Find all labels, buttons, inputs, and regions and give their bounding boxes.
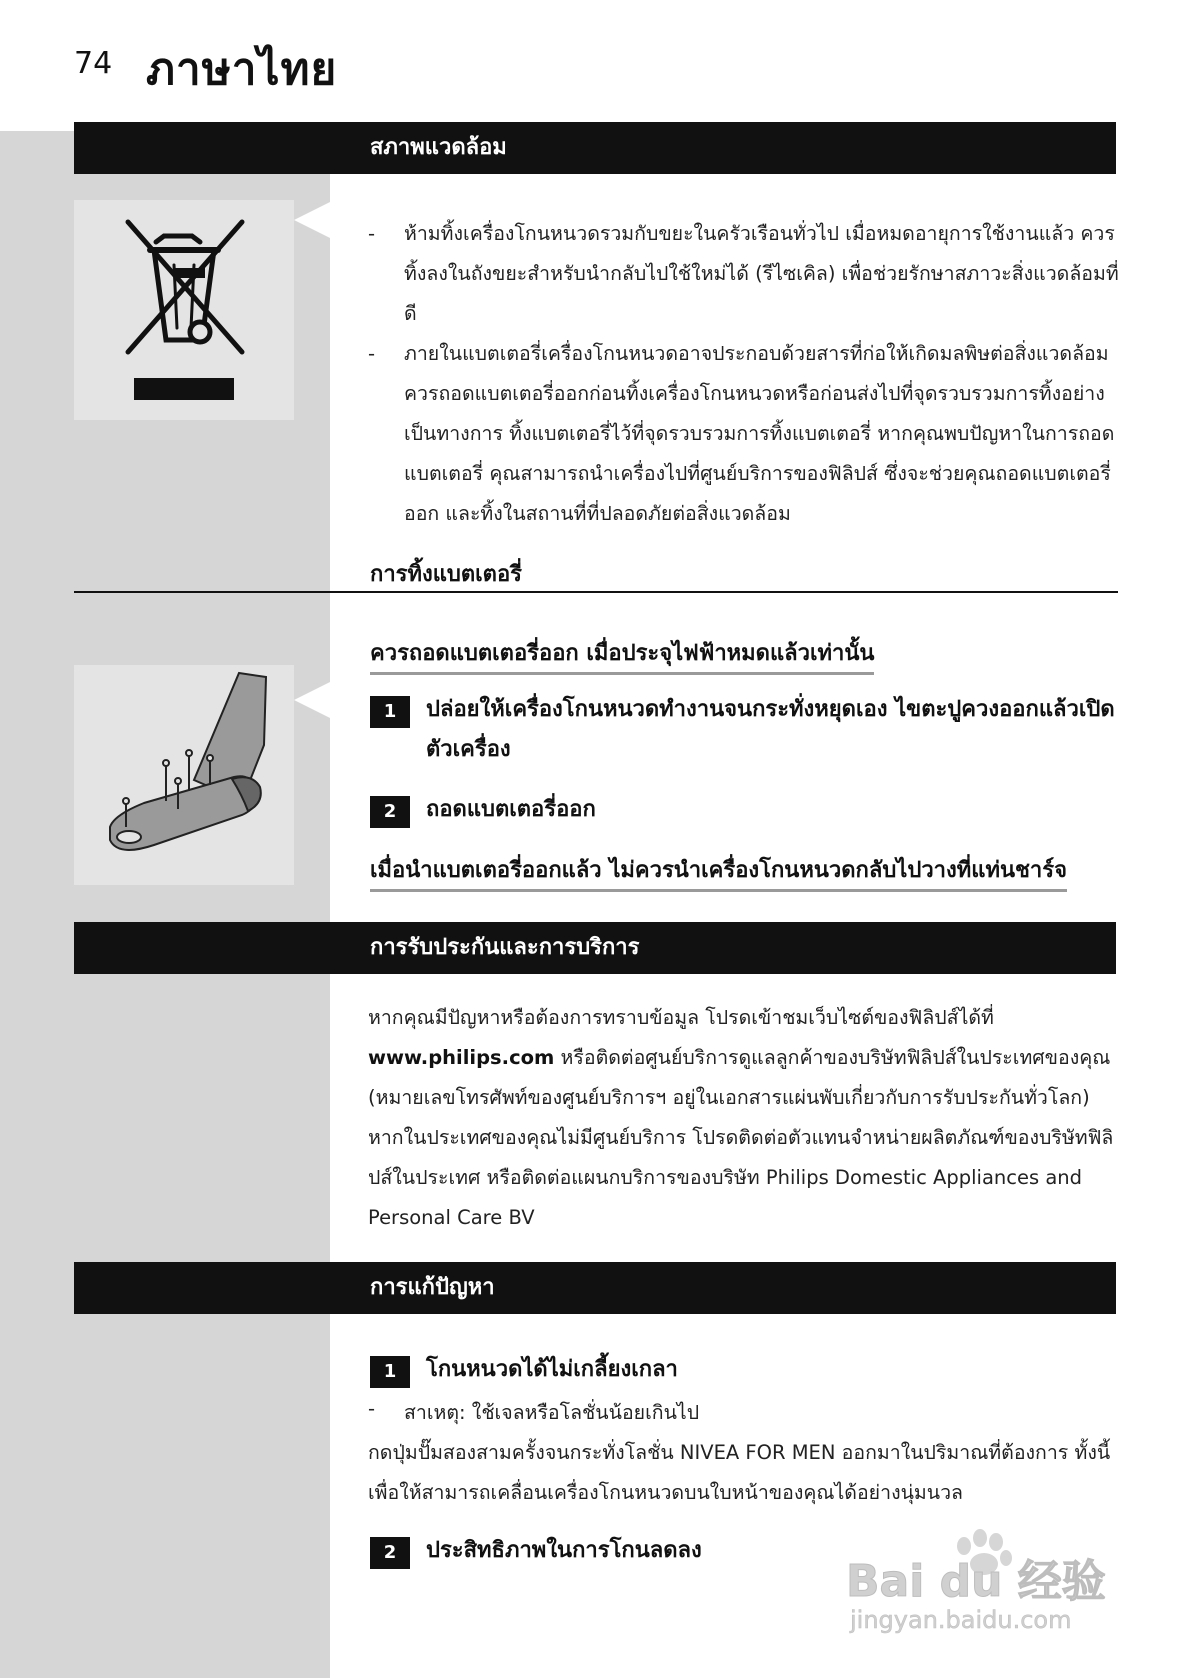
step-text: ปล่อยให้เครื่องโกนหนวดทำงานจนกระทั่งหยุดเอง ไขตะปูควงออกแล้วเปิดตัวเครื่อง	[426, 697, 1115, 762]
baidu-watermark	[846, 1524, 1146, 1634]
battery-intro: ควรถอดแบตเตอรี่ออก เมื่อประจุไฟฟ้าหมดแล้วเท่านั้น	[370, 635, 874, 675]
bullet-item: - ห้ามทิ้งเครื่องโกนหนวดรวมกับขยะในครัวเรือนทั่วไป เมื่อหมดอายุการใช้งานแล้ว ควรทิ้งลงในถังขยะสำหรับนำกลับไปใช้ใหม่ได้ (รีไซเคิล) เพื่อช่วยรักษาสภาวะสิ่งแวดล้อมที่ดี	[368, 214, 1120, 334]
trouble-step-1	[370, 1350, 1122, 1390]
step-text: ถอดแบตเตอรี่ออก	[426, 797, 596, 822]
step-number-badge: 2	[370, 796, 410, 828]
environment-bullet-list	[368, 214, 1120, 534]
page-number: 74	[74, 46, 113, 81]
section-heading-guarantee: การรับประกันและการบริการ	[74, 922, 1116, 974]
watermark-logo-text: Bai du 经验	[846, 1556, 1106, 1607]
step-number-badge: 2	[370, 1537, 410, 1569]
trouble-remedy: กดปุ่มปั๊มสองสามครั้งจนกระทั่งโลชั่น NIVEA FOR MEN ออกมาในปริมาณที่ต้องการ ทั้งนี้เพื่อให้สามารถเคลื่อนเครื่องโกนหนวดบนใบหน้าของคุณได้อย่างนุ่มนวล	[368, 1441, 1111, 1504]
paw-logo-icon	[846, 1524, 1146, 1634]
shaver-screws-figure	[74, 665, 294, 885]
step-text: โกนหนวดได้ไม่เกลี้ยงเกลา	[426, 1357, 678, 1382]
battery-warning: เมื่อนำแบตเตอรี่ออกแล้ว ไม่ควรนำเครื่องโกนหนวดกลับไปวางที่แท่นชาร์จ	[370, 852, 1067, 892]
section-heading-troubleshooting: การแก้ปัญหา	[74, 1262, 1116, 1314]
section-heading-environment: สภาพแวดล้อม	[74, 122, 1116, 174]
crossed-bin-icon	[74, 200, 294, 420]
weee-symbol-figure	[74, 200, 294, 420]
guarantee-text-1: หากคุณมีปัญหาหรือต้องการทราบข้อมูล โปรดเข้าชมเว็บไซต์ของฟิลิปส์ได้ที่	[368, 1006, 994, 1029]
battery-step-1	[370, 690, 1122, 770]
shaver-open-icon	[74, 665, 294, 885]
divider	[74, 591, 1118, 593]
philips-website-link[interactable]: www.philips.com	[368, 1046, 555, 1069]
trouble-cause: - สาเหตุ: ใช้เจลหรือโลชั่นน้อยเกินไป	[368, 1397, 699, 1428]
figure-pointer	[294, 682, 330, 718]
step-number-badge: 1	[370, 1356, 410, 1388]
step-text: ประสิทธิภาพในการโกนลดลง	[426, 1538, 702, 1563]
bullet-item: - ภายในแบตเตอรี่เครื่องโกนหนวดอาจประกอบด้วยสารที่ก่อให้เกิดมลพิษต่อสิ่งแวดล้อม ควรถอดแบตเตอรี่ออกก่อนทิ้งเครื่องโกนหนวดหรือก่อนส่งไปที่จุดรวบรวมการทิ้งอย่างเป็นทางการ ทิ้งแบตเตอรี่ไว้ที่จุดรวบรวมการทิ้งแบตเตอรี่ หากคุณพบปัญหาในการถอดแบตเตอรี่ คุณสามารถนำเครื่องไปที่ศูนย์บริการของฟิลิปส์ ซึ่งจะช่วยคุณถอดแบตเตอรี่ออก และทิ้งในสถานที่ที่ปลอดภัยต่อสิ่งแวดล้อม	[368, 334, 1120, 534]
page-title: ภาษาไทย	[146, 44, 338, 95]
battery-step-2	[370, 790, 1122, 830]
step-number-badge: 1	[370, 696, 410, 728]
guarantee-text-2: หรือติดต่อศูนย์บริการดูแลลูกค้าของบริษัทฟิลิปส์ในประเทศของคุณ (หมายเลขโทรศัพท์ของศูนย์บริการฯ อยู่ในเอกสารแผ่นพับเกี่ยวกับการรับประกันทั่วโลก) หากในประเทศของคุณไม่มีศูนย์บริการ โปรดติดต่อตัวแทนจำหน่ายผลิตภัณฑ์ของบริษัทฟิลิปส์ในประเทศ หรือติดต่อแผนกบริการของบริษัท Philips Domestic Appliances and Personal Care BV	[368, 1046, 1114, 1229]
watermark-url: jingyan.baidu.com	[850, 1606, 1072, 1634]
guarantee-paragraph	[368, 998, 1124, 1238]
section-heading-battery: การทิ้งแบตเตอรี่	[370, 562, 523, 587]
figure-pointer	[294, 202, 330, 238]
